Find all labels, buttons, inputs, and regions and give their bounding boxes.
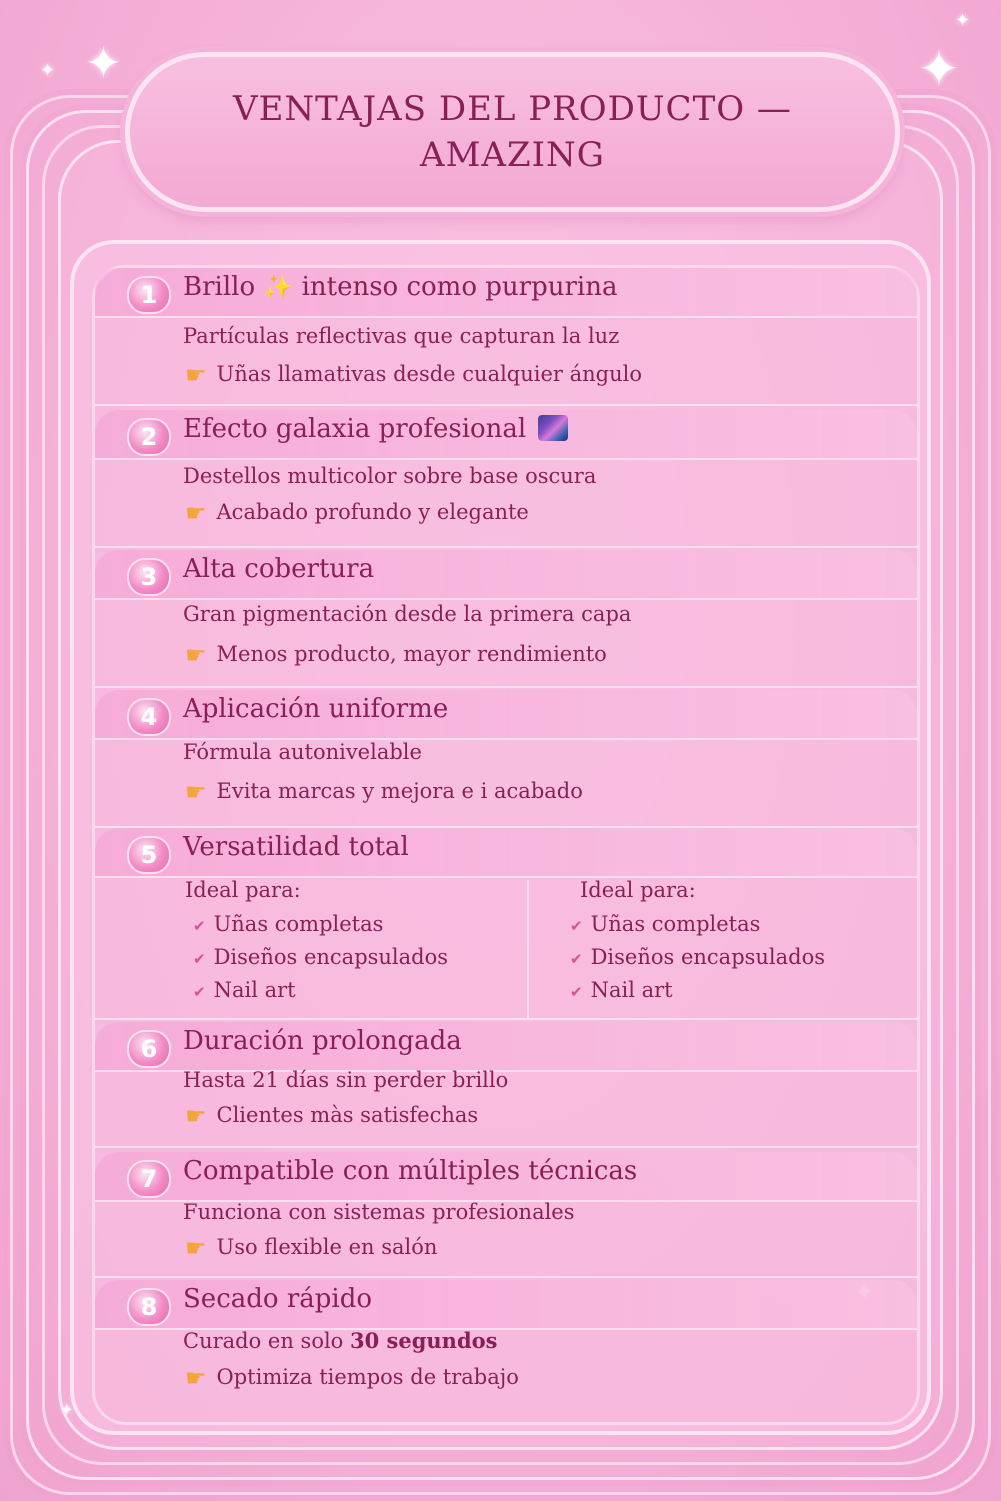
number-badge: 2 <box>127 418 171 456</box>
column-label: Ideal para: <box>185 878 301 902</box>
section-benefit <box>185 361 642 389</box>
section-heading: Secado rápido <box>183 1284 373 1314</box>
divider <box>95 686 917 688</box>
list-item <box>570 945 825 969</box>
benefit-text: Optimiza tiempos de trabajo <box>216 1365 519 1389</box>
section-1 <box>95 268 917 406</box>
benefit-text: Evita marcas y mejora e i acabado <box>216 779 583 803</box>
section-description: Hasta 21 días sin perder brillo <box>183 1068 509 1092</box>
check-icon: ✔ <box>193 950 206 968</box>
section-benefit <box>185 1364 519 1392</box>
benefit-text: Clientes màs satisfechas <box>216 1103 479 1127</box>
column-label: Ideal para: <box>580 878 696 902</box>
pointing-hand-icon: ☛ <box>185 778 207 806</box>
section-description: Fórmula autonivelable <box>183 740 422 764</box>
list-item <box>570 978 673 1002</box>
benefit-text: Acabado profundo y elegante <box>216 500 529 524</box>
section-description: Partículas reflectivas que capturan la luz <box>183 324 620 348</box>
number-badge: 5 <box>127 836 171 874</box>
section-benefit <box>185 778 583 806</box>
section-7 <box>95 1152 917 1278</box>
sparkle-icon: ✦ <box>85 38 122 89</box>
divider <box>95 404 917 406</box>
heading-part-b: intenso como purpurina <box>301 272 618 302</box>
sparkles-icon: ✨ <box>263 273 294 301</box>
item-text: Diseños encapsulados <box>213 945 449 969</box>
section-description: Gran pigmentación desde la primera capa <box>183 602 632 626</box>
sparkle-icon: ✦ <box>60 1400 74 1419</box>
divider <box>95 1146 917 1148</box>
column-divider <box>527 880 529 1018</box>
section-benefit <box>185 1234 437 1262</box>
item-text: Uñas completas <box>590 912 761 936</box>
section-heading: Alta cobertura <box>183 554 375 584</box>
sparkle-icon: ✦ <box>918 40 960 98</box>
page-title-line-2: AMAZING <box>420 135 605 175</box>
section-4 <box>95 690 917 828</box>
number-badge: 6 <box>127 1030 171 1068</box>
number-badge: 8 <box>127 1288 171 1326</box>
divider <box>95 1018 917 1020</box>
section-benefit <box>185 641 607 669</box>
pointing-hand-icon: ☛ <box>185 1234 207 1262</box>
galaxy-icon <box>538 415 568 441</box>
section-3 <box>95 550 917 688</box>
list-item <box>193 945 448 969</box>
check-icon: ✔ <box>570 950 583 968</box>
divider <box>95 1276 917 1278</box>
section-benefit <box>185 499 529 527</box>
section-heading: Duración prolongada <box>183 1026 462 1056</box>
sparkle-icon: ✦ <box>955 10 971 31</box>
section-2 <box>95 410 917 548</box>
heading-text: Efecto galaxia profesional <box>183 414 527 444</box>
number-badge: 1 <box>127 276 171 314</box>
benefit-text: Uso flexible en salón <box>216 1235 438 1259</box>
check-icon: ✔ <box>193 983 206 1001</box>
pointing-hand-icon: ☛ <box>185 1102 207 1130</box>
check-icon: ✔ <box>193 917 206 935</box>
list-item <box>570 912 760 936</box>
desc-part-a: Curado en solo <box>183 1329 344 1353</box>
section-heading: Versatilidad total <box>183 832 409 862</box>
section-heading: Aplicación uniforme <box>183 694 449 724</box>
pointing-hand-icon: ☛ <box>185 641 207 669</box>
item-text: Nail art <box>213 978 296 1002</box>
title-banner <box>125 52 900 212</box>
section-8 <box>95 1280 917 1410</box>
pointing-hand-icon: ☛ <box>185 499 207 527</box>
number-badge: 3 <box>127 558 171 596</box>
section-6 <box>95 1022 917 1148</box>
item-text: Uñas completas <box>213 912 384 936</box>
page-title-line-1: VENTAJAS DEL PRODUCTO — <box>233 89 792 129</box>
divider <box>95 546 917 548</box>
list-item <box>193 978 296 1002</box>
section-benefit <box>185 1102 478 1130</box>
section-heading: Compatible con múltiples técnicas <box>183 1156 638 1186</box>
section-description: Funciona con sistemas profesionales <box>183 1200 575 1224</box>
number-badge: 4 <box>127 698 171 736</box>
section-heading <box>183 272 617 302</box>
section-description: Destellos multicolor sobre base oscura <box>183 464 597 488</box>
pointing-hand-icon: ☛ <box>185 1364 207 1392</box>
item-text: Nail art <box>590 978 673 1002</box>
pointing-hand-icon: ☛ <box>185 361 207 389</box>
section-5 <box>95 828 917 1020</box>
number-badge: 7 <box>127 1160 171 1198</box>
heading-part-a: Brillo <box>183 272 256 302</box>
sparkle-icon: ✦ <box>40 60 56 81</box>
section-description <box>183 1328 497 1353</box>
list-item <box>193 912 383 936</box>
desc-part-b: 30 segundos <box>350 1328 498 1353</box>
section-heading <box>183 414 568 444</box>
benefit-text: Menos producto, mayor rendimiento <box>216 642 607 666</box>
benefit-text: Uñas llamativas desde cualquier ángulo <box>216 362 643 386</box>
check-icon: ✔ <box>570 983 583 1001</box>
check-icon: ✔ <box>570 917 583 935</box>
item-text: Diseños encapsulados <box>590 945 826 969</box>
